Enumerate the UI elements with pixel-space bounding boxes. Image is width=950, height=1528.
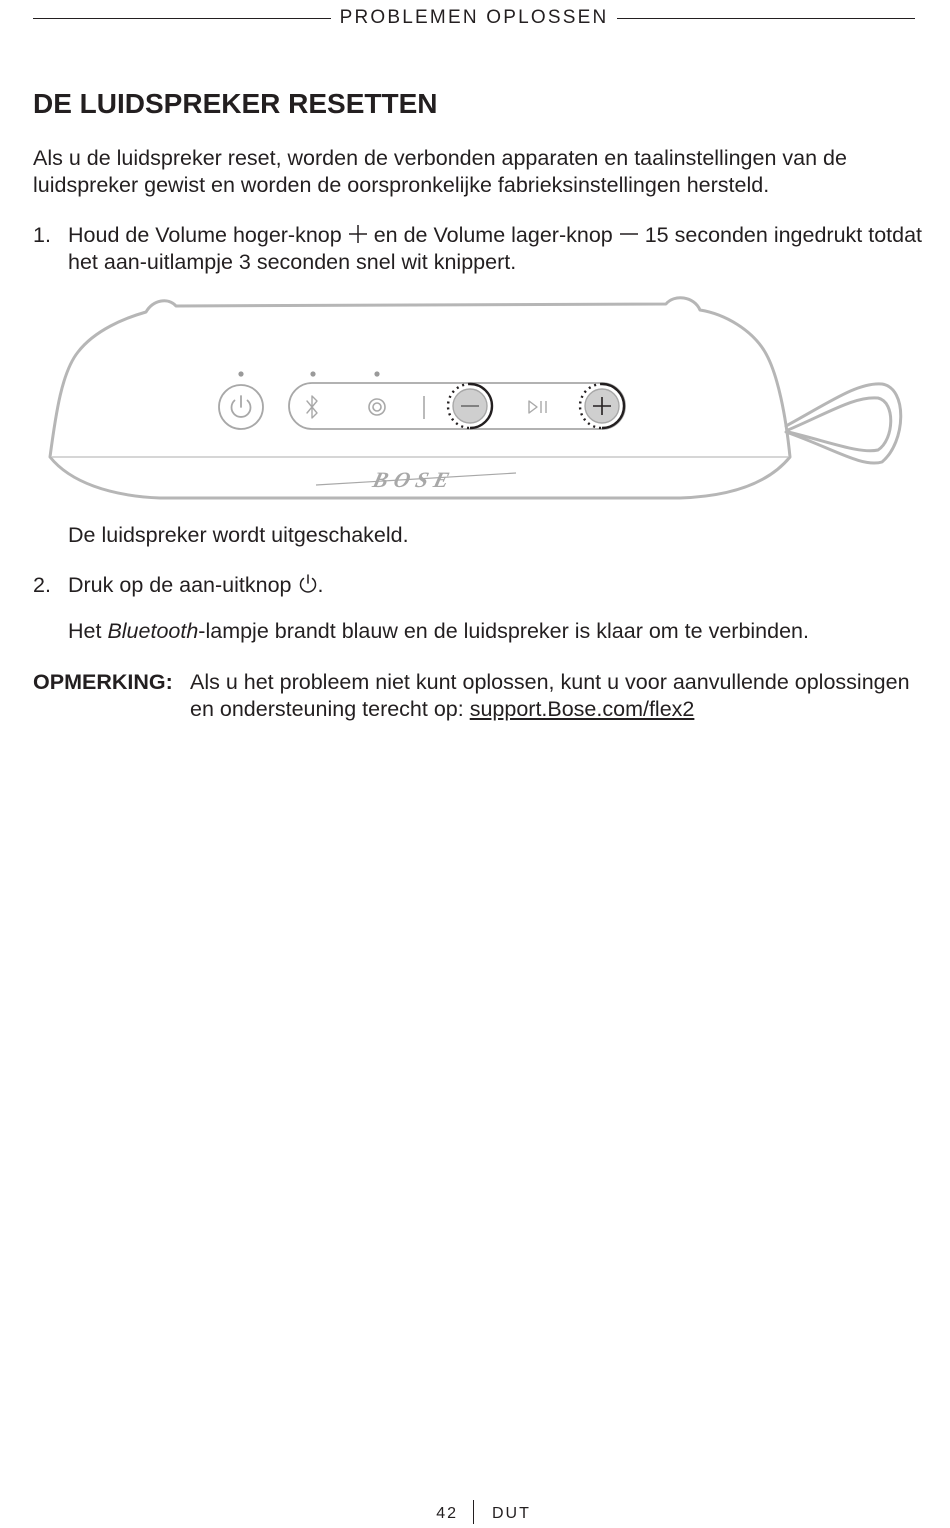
bose-logo-text: BOSE — [370, 467, 459, 492]
page-title: DE LUIDSPREKER RESETTEN — [33, 88, 438, 119]
shortcut-button-icon — [369, 399, 385, 415]
intro-paragraph: Als u de luidspreker reset, worden de verbonden apparaten en taalinstellingen van de luidspreker gewist en worden de oorspronkelijke fabrieksinstellingen hersteld. — [33, 146, 847, 197]
speaker-illustration — [40, 292, 905, 507]
section-header — [33, 6, 915, 30]
note-label: OPMERKING: — [33, 670, 173, 694]
step-2-result: Het Bluetooth-lampje brandt blauw en de luidspreker is klaar om te verbinden. — [68, 619, 809, 643]
note-text: Als u het probleem niet kunt oplossen, kunt u voor aanvullende oplossingen en ondersteuning terecht op: support.Bose.com/flex2 — [190, 670, 910, 721]
power-button — [219, 385, 263, 429]
header-rule-left — [33, 18, 331, 19]
step-1 — [33, 222, 923, 276]
power-icon — [298, 573, 318, 594]
minus-icon — [619, 224, 639, 244]
step-text: Houd de Volume hoger-knop en de Volume lager-knop 15 seconden ingedrukt totdat het aan-uitlampje 3 seconden snel wit knippert. — [68, 223, 923, 274]
step-1-result: De luidspreker wordt uitgeschakeld. — [68, 523, 409, 547]
step-number: 2. — [33, 573, 51, 597]
bose-logo — [316, 467, 516, 492]
language-code: DUT — [492, 1505, 531, 1522]
play-pause-icon — [529, 401, 546, 413]
page-footer — [0, 1500, 950, 1528]
volume-up-button — [580, 384, 624, 428]
strap-inner-outline — [788, 398, 891, 451]
bluetooth-icon — [307, 396, 317, 418]
page-number: 42 — [436, 1505, 458, 1522]
header-rule-right — [617, 18, 915, 19]
led-indicators — [238, 371, 379, 376]
section-title: PROBLEMEN OPLOSSEN — [339, 7, 609, 28]
step-text: Druk op de aan-uitknop . — [68, 573, 324, 597]
step-2 — [33, 572, 923, 599]
footer-separator — [473, 1500, 474, 1524]
step-number: 1. — [33, 223, 51, 247]
support-link[interactable]: support.Bose.com/flex2 — [469, 697, 695, 721]
plus-icon — [348, 224, 368, 244]
volume-down-button — [448, 384, 492, 428]
